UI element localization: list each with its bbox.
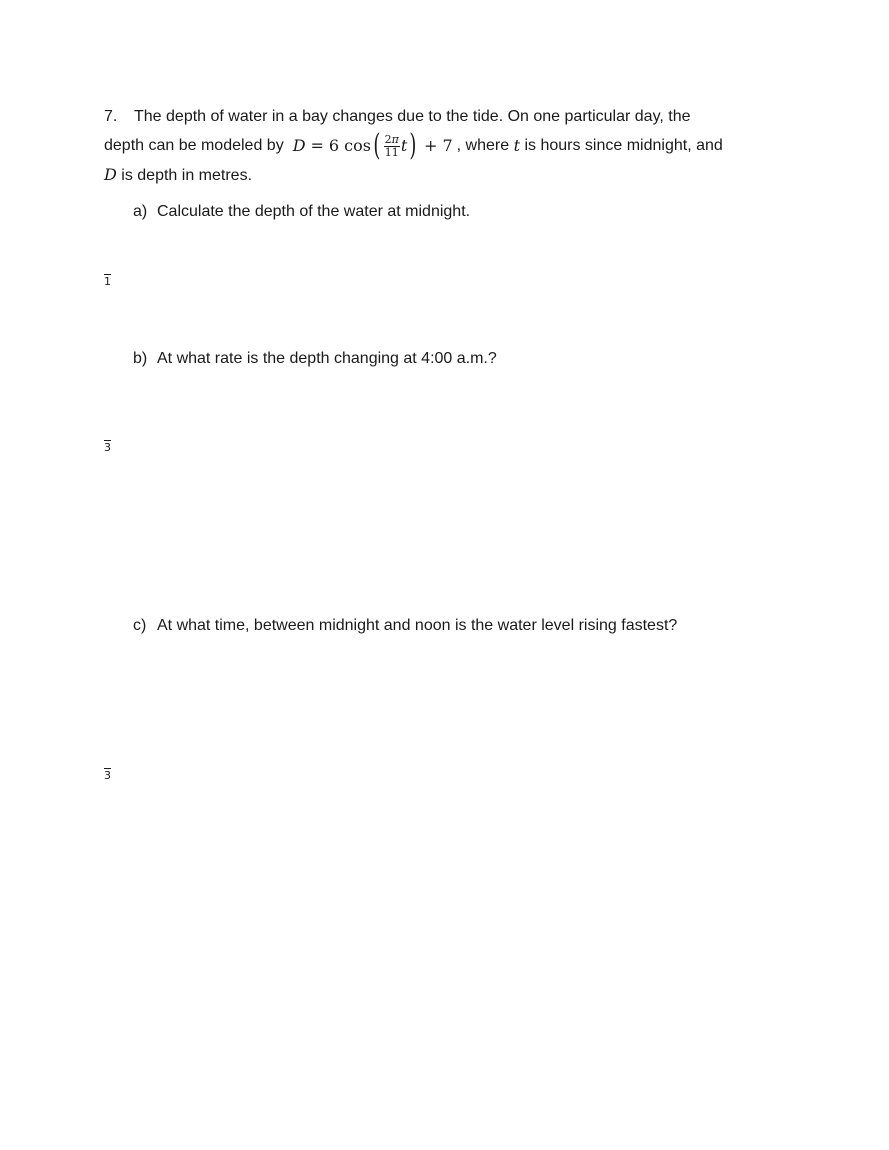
- part-letter: c): [133, 617, 147, 634]
- numerator-pi: π: [391, 132, 399, 146]
- question-model-text: depth can be modeled by: [104, 137, 284, 154]
- part-text: Calculate the depth of the water at midnight.: [157, 203, 471, 220]
- marks-part-a: 1: [104, 275, 111, 288]
- marks-part-c: 3: [104, 769, 111, 782]
- formula-left-paren: (: [373, 128, 381, 163]
- question-line-2: [104, 128, 784, 163]
- formula-equals: =: [310, 136, 324, 155]
- part-a: [133, 202, 470, 222]
- question-line-3: [104, 161, 784, 189]
- formula-lhs: D: [292, 136, 306, 155]
- formula-fraction: [384, 134, 400, 159]
- part-b: [133, 349, 497, 369]
- question-7: [104, 103, 784, 189]
- part-text: At what time, between midnight and noon is the water level rising fastest?: [157, 617, 678, 634]
- question-intro-text: The depth of water in a bay changes due to the tide. On one particular day, the: [134, 108, 691, 125]
- part-letter: a): [133, 203, 148, 220]
- marks-part-b: 3: [104, 441, 111, 454]
- part-c: [133, 616, 677, 636]
- question-line-1: [104, 103, 784, 131]
- numerator-coef: 2: [384, 132, 392, 146]
- fraction-numerator: [384, 134, 400, 147]
- where-variable: t: [513, 136, 520, 155]
- formula-plus: +: [424, 136, 438, 155]
- fraction-denominator: 11: [384, 145, 399, 159]
- time-definition-text: is hours since midnight, and: [524, 137, 723, 154]
- depth-formula: [288, 128, 453, 163]
- depth-variable: D: [104, 165, 117, 184]
- part-letter: b): [133, 350, 148, 367]
- formula-variable: t: [400, 136, 408, 155]
- part-text: At what rate is the depth changing at 4:00 a.m.?: [157, 350, 497, 367]
- formula-cos: cos: [344, 136, 371, 155]
- formula-comma: ,: [456, 137, 462, 154]
- formula-coefficient: 6: [328, 136, 340, 155]
- question-number: 7.: [104, 108, 118, 125]
- formula-constant: 7: [442, 136, 453, 155]
- depth-definition-text: is depth in metres.: [121, 167, 253, 184]
- where-text: where: [465, 137, 510, 154]
- formula-right-paren: ): [409, 128, 417, 163]
